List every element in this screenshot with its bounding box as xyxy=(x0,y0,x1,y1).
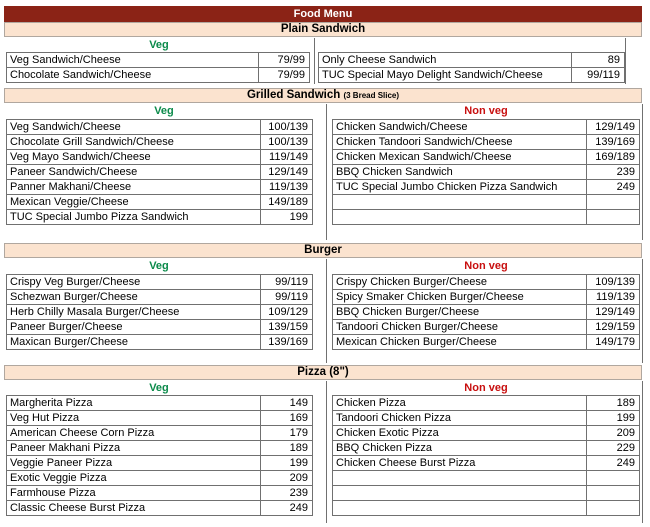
section-title-plain-sandwich xyxy=(4,22,642,37)
menu-item-price: 139/169 xyxy=(261,335,313,350)
menu-item-price: 189 xyxy=(261,441,313,456)
column-divider xyxy=(326,259,327,363)
menu-item-price: 89 xyxy=(572,53,625,68)
menu-item-row xyxy=(7,275,313,290)
nonveg-label: Non veg xyxy=(464,260,508,272)
menu-item-name: Chicken Mexican Sandwich/Cheese xyxy=(333,150,587,165)
menu-item-name: Only Cheese Sandwich xyxy=(319,53,572,68)
menu-item-row xyxy=(7,426,313,441)
grilled-sandwich-nonveg-table xyxy=(332,119,640,225)
menu-item-row xyxy=(7,210,313,225)
menu-item-price: 209 xyxy=(261,471,313,486)
menu-item-row xyxy=(7,441,313,456)
menu-item-name xyxy=(333,501,587,516)
menu-item-name: Margherita Pizza xyxy=(7,396,261,411)
menu-item-name: Chicken Sandwich/Cheese xyxy=(333,120,587,135)
menu-item-row xyxy=(7,135,313,150)
menu-item-price: 129/159 xyxy=(587,320,640,335)
menu-item-row xyxy=(7,335,313,350)
column-divider xyxy=(326,104,327,240)
column-divider xyxy=(326,381,327,523)
menu-item-name: Farmhouse Pizza xyxy=(7,486,261,501)
menu-item-row xyxy=(7,68,310,83)
grilled-sandwich-veg-table xyxy=(6,119,313,225)
menu-item-row xyxy=(7,195,313,210)
menu-item-name: Tandoori Chicken Burger/Cheese xyxy=(333,320,587,335)
menu-item-name: Paneer Makhani Pizza xyxy=(7,441,261,456)
menu-item-name: Herb Chilly Masala Burger/Cheese xyxy=(7,305,261,320)
menu-item-row xyxy=(333,135,640,150)
menu-item-name: BBQ Chicken Pizza xyxy=(333,441,587,456)
menu-item-row xyxy=(333,165,640,180)
plain-sandwich-right-table xyxy=(318,52,625,83)
pizza-nonveg-table xyxy=(332,395,640,516)
section-title-note: (3 Bread Slice) xyxy=(343,91,400,100)
menu-item-price: 79/99 xyxy=(259,68,310,83)
veg-label: Veg xyxy=(149,260,169,272)
menu-item-name: Crispy Veg Burger/Cheese xyxy=(7,275,261,290)
menu-item-name: Paneer Burger/Cheese xyxy=(7,320,261,335)
column-divider xyxy=(642,259,643,363)
menu-item-price: 119/139 xyxy=(587,290,640,305)
nonveg-label: Non veg xyxy=(464,382,508,394)
menu-title: Food Menu xyxy=(4,6,642,22)
menu-item-row xyxy=(7,165,313,180)
menu-item-price: 189 xyxy=(587,396,640,411)
menu-item-row xyxy=(333,210,640,225)
menu-item-price: 129/149 xyxy=(587,120,640,135)
menu-item-price: 100/139 xyxy=(261,135,313,150)
menu-item-name: BBQ Chicken Sandwich xyxy=(333,165,587,180)
menu-item-price: 179 xyxy=(261,426,313,441)
menu-item-name xyxy=(333,471,587,486)
menu-item-price: 79/99 xyxy=(259,53,310,68)
menu-item-row xyxy=(333,150,640,165)
menu-item-name: TUC Special Jumbo Chicken Pizza Sandwich xyxy=(333,180,587,195)
menu-item-row xyxy=(7,320,313,335)
menu-item-price: 249 xyxy=(587,456,640,471)
menu-item-row xyxy=(7,150,313,165)
menu-item-price: 199 xyxy=(261,210,313,225)
menu-item-row xyxy=(7,290,313,305)
menu-item-name: Chicken Exotic Pizza xyxy=(333,426,587,441)
menu-item-name: Chicken Cheese Burst Pizza xyxy=(333,456,587,471)
menu-item-row xyxy=(7,501,313,516)
menu-item-name: Classic Cheese Burst Pizza xyxy=(7,501,261,516)
menu-item-name: Veg Sandwich/Cheese xyxy=(7,120,261,135)
section-title-text: Plain Sandwich xyxy=(280,23,366,35)
menu-item-name: Chocolate Sandwich/Cheese xyxy=(7,68,259,83)
menu-item-price: 149/189 xyxy=(261,195,313,210)
section-title-burger xyxy=(4,243,642,258)
column-divider xyxy=(314,38,315,84)
nonveg-label: Non veg xyxy=(464,105,508,117)
menu-item-price xyxy=(587,471,640,486)
menu-item-row xyxy=(333,486,640,501)
menu-item-name: Mexican Chicken Burger/Cheese xyxy=(333,335,587,350)
menu-item-price: 100/139 xyxy=(261,120,313,135)
menu-item-name: TUC Special Jumbo Pizza Sandwich xyxy=(7,210,261,225)
menu-item-price: 249 xyxy=(261,501,313,516)
menu-item-price: 109/129 xyxy=(261,305,313,320)
menu-item-row xyxy=(333,180,640,195)
menu-item-price: 239 xyxy=(261,486,313,501)
section-title-text: Grilled Sandwich xyxy=(246,89,341,101)
menu-item-name xyxy=(333,486,587,501)
menu-item-price: 99/119 xyxy=(261,290,313,305)
menu-item-name xyxy=(333,195,587,210)
menu-item-price: 209 xyxy=(587,426,640,441)
menu-item-name: Chocolate Grill Sandwich/Cheese xyxy=(7,135,261,150)
menu-item-row xyxy=(333,426,640,441)
menu-item-price: 129/149 xyxy=(261,165,313,180)
plain-sandwich-veg-table xyxy=(6,52,310,83)
menu-item-row xyxy=(333,320,640,335)
menu-item-row xyxy=(7,411,313,426)
menu-item-name: Mexican Veggie/Cheese xyxy=(7,195,261,210)
menu-item-row xyxy=(7,305,313,320)
menu-item-price: 249 xyxy=(587,180,640,195)
menu-item-row xyxy=(319,53,625,68)
menu-item-name: Chicken Pizza xyxy=(333,396,587,411)
veg-label: Veg xyxy=(154,105,174,117)
burger-veg-table xyxy=(6,274,313,350)
menu-item-row xyxy=(333,456,640,471)
menu-item-row xyxy=(333,195,640,210)
menu-item-price: 119/139 xyxy=(261,180,313,195)
menu-item-row xyxy=(333,411,640,426)
menu-item-row xyxy=(7,486,313,501)
menu-item-row xyxy=(7,471,313,486)
menu-item-name: Exotic Veggie Pizza xyxy=(7,471,261,486)
menu-item-name: Veg Mayo Sandwich/Cheese xyxy=(7,150,261,165)
menu-item-name: Paneer Sandwich/Cheese xyxy=(7,165,261,180)
menu-item-name: Maxican Burger/Cheese xyxy=(7,335,261,350)
menu-item-name: Spicy Smaker Chicken Burger/Cheese xyxy=(333,290,587,305)
burger-nonveg-table xyxy=(332,274,640,350)
menu-item-name: American Cheese Corn Pizza xyxy=(7,426,261,441)
menu-item-row xyxy=(333,120,640,135)
menu-item-name: Panner Makhani/Cheese xyxy=(7,180,261,195)
menu-item-row xyxy=(333,471,640,486)
menu-item-price xyxy=(587,486,640,501)
menu-item-name: Chicken Tandoori Sandwich/Cheese xyxy=(333,135,587,150)
menu-item-row xyxy=(7,53,310,68)
menu-item-name: Veg Sandwich/Cheese xyxy=(7,53,259,68)
menu-item-row xyxy=(7,456,313,471)
menu-item-row xyxy=(333,396,640,411)
menu-item-name: Tandoori Chicken Pizza xyxy=(333,411,587,426)
menu-item-price: 129/149 xyxy=(587,305,640,320)
menu-item-price: 149/179 xyxy=(587,335,640,350)
section-title-pizza xyxy=(4,365,642,380)
menu-item-row xyxy=(7,180,313,195)
column-divider xyxy=(625,38,626,84)
menu-item-row xyxy=(7,120,313,135)
menu-item-price: 109/139 xyxy=(587,275,640,290)
menu-item-row xyxy=(333,305,640,320)
menu-item-price: 199 xyxy=(587,411,640,426)
veg-label: Veg xyxy=(149,39,169,51)
menu-item-name: Crispy Chicken Burger/Cheese xyxy=(333,275,587,290)
menu-item-price: 139/159 xyxy=(261,320,313,335)
menu-item-row xyxy=(333,335,640,350)
menu-item-name: Schezwan Burger/Cheese xyxy=(7,290,261,305)
menu-item-name: Veg Hut Pizza xyxy=(7,411,261,426)
menu-item-price: 139/169 xyxy=(587,135,640,150)
menu-item-price: 119/149 xyxy=(261,150,313,165)
pizza-veg-table xyxy=(6,395,313,516)
section-title-text: Pizza (8") xyxy=(297,366,349,378)
menu-item-name: Veggie Paneer Pizza xyxy=(7,456,261,471)
menu-item-price xyxy=(587,210,640,225)
menu-item-price xyxy=(587,195,640,210)
menu-item-price: 149 xyxy=(261,396,313,411)
menu-item-price: 239 xyxy=(587,165,640,180)
menu-item-name: BBQ Chicken Burger/Cheese xyxy=(333,305,587,320)
menu-item-price: 99/119 xyxy=(261,275,313,290)
menu-item-row xyxy=(319,68,625,83)
menu-item-price: 169/189 xyxy=(587,150,640,165)
menu-item-row xyxy=(333,441,640,456)
menu-item-price xyxy=(587,501,640,516)
menu-item-price: 199 xyxy=(261,456,313,471)
menu-item-name xyxy=(333,210,587,225)
column-divider xyxy=(642,381,643,523)
menu-item-name: TUC Special Mayo Delight Sandwich/Cheese xyxy=(319,68,572,83)
menu-item-row xyxy=(333,275,640,290)
menu-item-row xyxy=(333,501,640,516)
menu-item-price: 229 xyxy=(587,441,640,456)
column-divider xyxy=(642,104,643,240)
menu-item-row xyxy=(333,290,640,305)
section-title-text: Burger xyxy=(304,244,342,256)
section-title-grilled-sandwich xyxy=(4,88,642,103)
veg-label: Veg xyxy=(149,382,169,394)
menu-item-price: 169 xyxy=(261,411,313,426)
menu-item-row xyxy=(7,396,313,411)
menu-item-price: 99/119 xyxy=(572,68,625,83)
